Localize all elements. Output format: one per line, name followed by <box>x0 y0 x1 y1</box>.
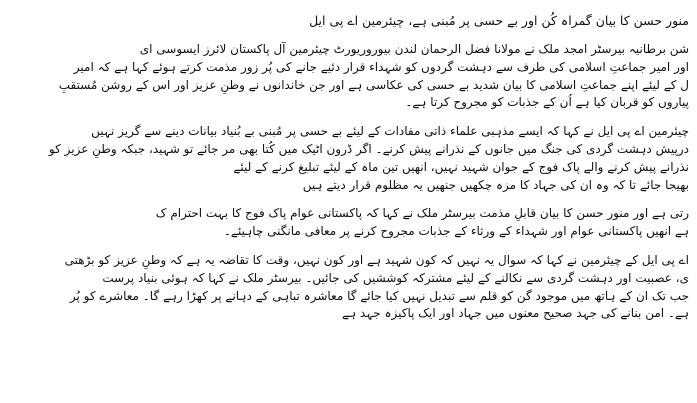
paragraph-line: چیئرمین اے پی ایل نے کہا کہ ایسے مذہبی علماء ذاتی مفادات کے لیئے بے حسی پر مُبنی بے بُنیاد بیانات دینے سے گریز نہیں <box>91 124 689 139</box>
paragraph-3 <box>14 205 689 241</box>
paragraph-4 <box>14 252 689 323</box>
paragraph-1 <box>14 41 689 112</box>
paragraph-line: ل کے لیئے اپنے جماعتِ اسلامی کا بیان شدید بے حسی کی عکاسی ہے اور جن خاندانوں نے وطنِ عزیز اور اس کے روشن مُستقبِ <box>58 77 689 92</box>
paragraph-line: ی، عصبیت اور دہشت گردی سے نکالنے کے لیئے مشترکہ کوششیں کی جائیں۔ بیرسٹر ملک نے کہا کہ ہوئی بنیاد پرست <box>102 270 689 285</box>
article-headline: منور حسن کا بیان گمراہ کُن اور بے حسی پر مُبنی ہے، چیئرمین اے پی ایل <box>309 13 689 28</box>
paragraph-line: اے پی ایل کے چیئرمین نے کہا کہ سوال یہ نہیں کہ کون شہید ہے اور کون نہیں، وقت کا تقاضہ یہ ہے کہ وطنِ عزیز کو بڑھتی <box>64 252 689 267</box>
paragraph-line: جب تک ان کے ہاتھ میں موجود گن کو قلم سے تبدیل نہیں کیا جائے گا معاشرہ تباہی کے دہانے پر کھڑا رہے گا۔ معاشرے کو پُر <box>69 288 689 303</box>
paragraph-line: نذرانے پیش کرنے والے پاک فوج کے جوان شہید نہیں، انھیں تین ماہ کے لیئے تبلیغ کرنے کے لیئے <box>233 159 689 174</box>
paragraph-line: اور امیر جماعتِ اسلامی کی طرف سے دہشت گردوں کو شہداء قرار دئیے جانے کی پُر زور مذمت کرتے ہوئے کہا ہے کہ امیر <box>73 59 689 74</box>
paragraph-2 <box>14 123 689 194</box>
paragraph-line: بھیجا جائے تا کہ وہ ان کی جہاد کا مزہ چکھیں جنھیں یہ مظلوم قرار دیتے ہیں <box>302 177 689 192</box>
paragraph-line: پیاروں کو قربان کیا ہے اُن کے جذبات کو مجروح کرتا ہے۔ <box>405 95 689 110</box>
paragraph-line: درپیش دہشت گردی کی جنگ میں جانوں کے نذرانے پیش کرنے۔ اگر ڈرون اٹیک میں کُتا بھی مر جائے تو شہید، جبکہ وطنِ عزیز کو <box>48 141 689 156</box>
paragraph-line: ہے انھیں پاکستانی عوام اور شہداء کے ورثاء کے جذبات مجروح کرنے پر معافی مانگنی چاہیئے۔ <box>223 224 689 239</box>
paragraph-line: ہے۔ امن بنانے کی جہد صحیح معنوں میں جہاد اور ایک پاکیزہ جہد ہے <box>342 306 689 321</box>
paragraph-line: شن برطانیہ بیرسٹر امجد ملک نے مولانا فضل الرحمان لندن بیوروریورٹ چیئرمین آل پاکستان لائرز ایسوسی ای <box>139 42 689 56</box>
paragraph-line: رتی ہے اور منور حسن کا بیان قابلِ مذمت بیرسٹر ملک نے کہا کہ پاکستانی عوام پاک فوج کا بہت احترام ک <box>155 206 689 221</box>
